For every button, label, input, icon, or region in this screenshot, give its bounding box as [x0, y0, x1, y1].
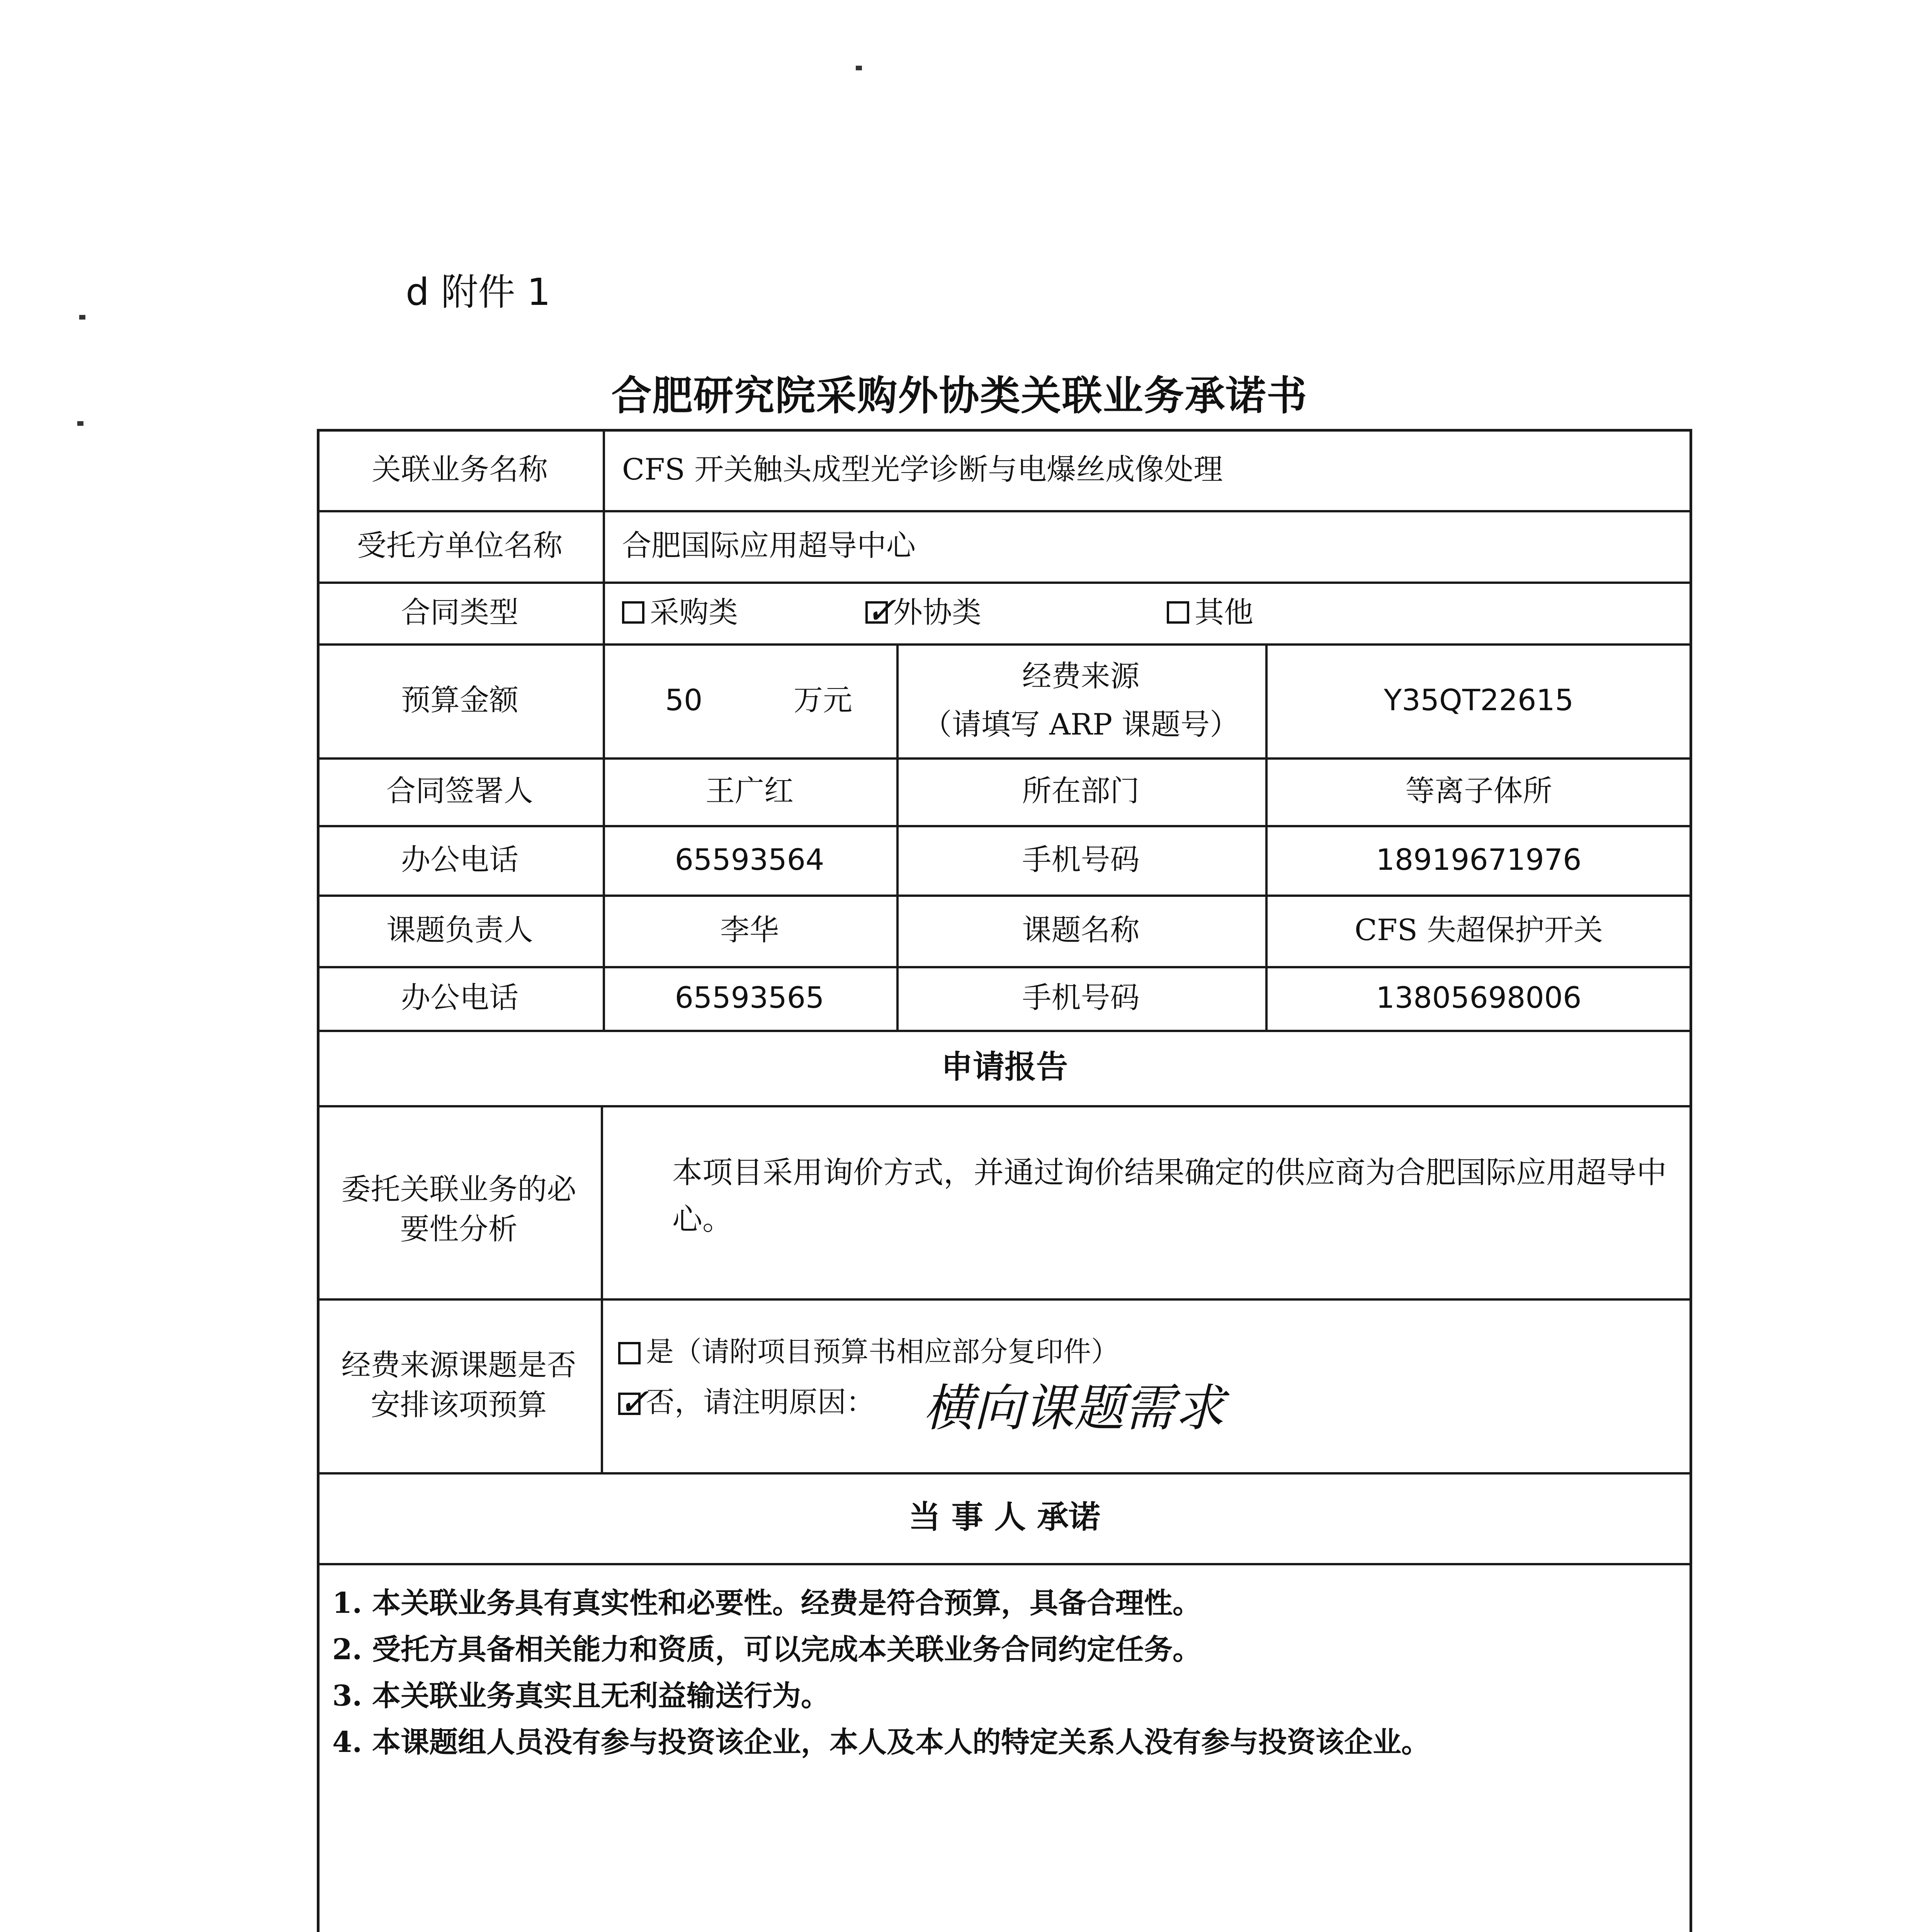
option-outsourcing-label: 外协类 — [893, 595, 981, 629]
project-name-value: CFS 失超保护开关 — [1354, 913, 1603, 947]
option-other-label: 其他 — [1195, 595, 1253, 629]
arp-project-number: Y35QT22615 — [1384, 683, 1574, 718]
commitment-item: 2. 受托方具备相关能力和资质，可以完成本关联业务合同约定任务。 — [332, 1633, 1202, 1666]
business-name-value: CFS 开关触头成型光学诊断与电爆丝成像处理 — [622, 452, 1223, 486]
signer-label: 合同签署人 — [386, 774, 533, 808]
application-report-heading: 申请报告 — [941, 1049, 1068, 1086]
reason-handwriting: 横向课题需求 — [923, 1379, 1225, 1437]
department-value: 等离子体所 — [1405, 774, 1552, 808]
budget-amount: 50 — [665, 683, 703, 718]
option-no-label: 否，请注明原因： — [646, 1386, 875, 1419]
commitment-item: 3. 本关联业务真实且无利益输送行为。 — [332, 1679, 830, 1713]
option-other[interactable] — [1167, 582, 1437, 643]
office-phone-value: 65593564 — [675, 842, 824, 877]
department-label: 所在部门 — [1022, 774, 1140, 808]
office-phone-2-value: 65593565 — [675, 980, 824, 1015]
budget-label: 预算金额 — [401, 683, 518, 718]
business-name-label: 关联业务名称 — [372, 452, 548, 486]
scan-speck — [856, 66, 862, 70]
necessity-text: 本项目采用询价方式，并通过询价结果确定的供应商为合肥国际应用超导中心。 — [672, 1155, 1667, 1237]
row-divider — [317, 1563, 1692, 1565]
office-phone-label: 办公电话 — [401, 842, 518, 877]
attachment-label: d 附件 1 — [406, 270, 551, 314]
option-procurement-label: 采购类 — [650, 595, 738, 629]
necessity-label-line2: 要性分析 — [400, 1212, 518, 1246]
scan-speck — [77, 421, 83, 426]
budget-arranged-label — [317, 1298, 601, 1472]
scan-speck — [79, 315, 85, 320]
necessity-label-line1: 委托关联业务的必 — [341, 1172, 576, 1207]
col-divider — [601, 1105, 603, 1472]
option-outsourcing[interactable] — [865, 582, 1136, 643]
signer-value: 王广红 — [705, 774, 794, 808]
check-mark-icon: ✓ — [865, 589, 897, 632]
mobile-value: 18919671976 — [1376, 842, 1582, 877]
commitment-heading: 当 事 人 承诺 — [909, 1499, 1100, 1536]
budget-arranged-label-line2: 安排该项预算 — [371, 1388, 547, 1422]
project-leader-value: 李华 — [720, 913, 779, 947]
mobile-label: 手机号码 — [1022, 842, 1140, 877]
budget-arranged-label-line1: 经费来源课题是否 — [341, 1348, 576, 1383]
mobile-2-value: 13805698006 — [1376, 980, 1582, 1015]
project-leader-label: 课题负责人 — [386, 913, 533, 947]
checkbox-other[interactable] — [1167, 601, 1189, 624]
option-procurement[interactable] — [622, 582, 892, 643]
checkbox-outsourcing[interactable] — [865, 589, 897, 632]
fund-source-label: 经费来源 — [1022, 658, 1140, 693]
commitment-item: 4. 本课题组人员没有参与投资该企业，本人及本人的特定关系人没有参与投资该企业。 — [332, 1726, 1430, 1759]
project-name-label: 课题名称 — [1022, 913, 1140, 947]
entrusted-unit-value: 合肥国际应用超导中心 — [622, 528, 916, 563]
row-divider — [317, 1105, 1692, 1107]
entrusted-unit-label: 受托方单位名称 — [357, 528, 563, 563]
commitment-item: 1. 本关联业务具有真实性和必要性。经费是符合预算，具备合理性。 — [332, 1587, 1202, 1620]
option-yes[interactable] — [618, 1329, 1119, 1369]
contract-type-label: 合同类型 — [401, 595, 518, 629]
document-title: 合肥研究院采购外协类关联业务承诺书 — [611, 372, 1308, 419]
mobile-2-label: 手机号码 — [1022, 980, 1140, 1015]
fund-source-hint: （请填写 ARP 课题号） — [922, 707, 1239, 742]
checkbox-no[interactable] — [618, 1380, 649, 1423]
option-no[interactable] — [618, 1379, 875, 1423]
checkbox-yes[interactable] — [618, 1342, 641, 1364]
checkbox-procurement[interactable] — [622, 601, 644, 624]
necessity-label — [317, 1121, 601, 1298]
check-mark-icon: ✓ — [618, 1380, 649, 1423]
signature — [1460, 1924, 1592, 1932]
option-yes-label: 是（请附项目预算书相应部分复印件） — [646, 1335, 1119, 1368]
office-phone-2-label: 办公电话 — [401, 980, 518, 1015]
budget-unit: 万元 — [794, 683, 852, 718]
